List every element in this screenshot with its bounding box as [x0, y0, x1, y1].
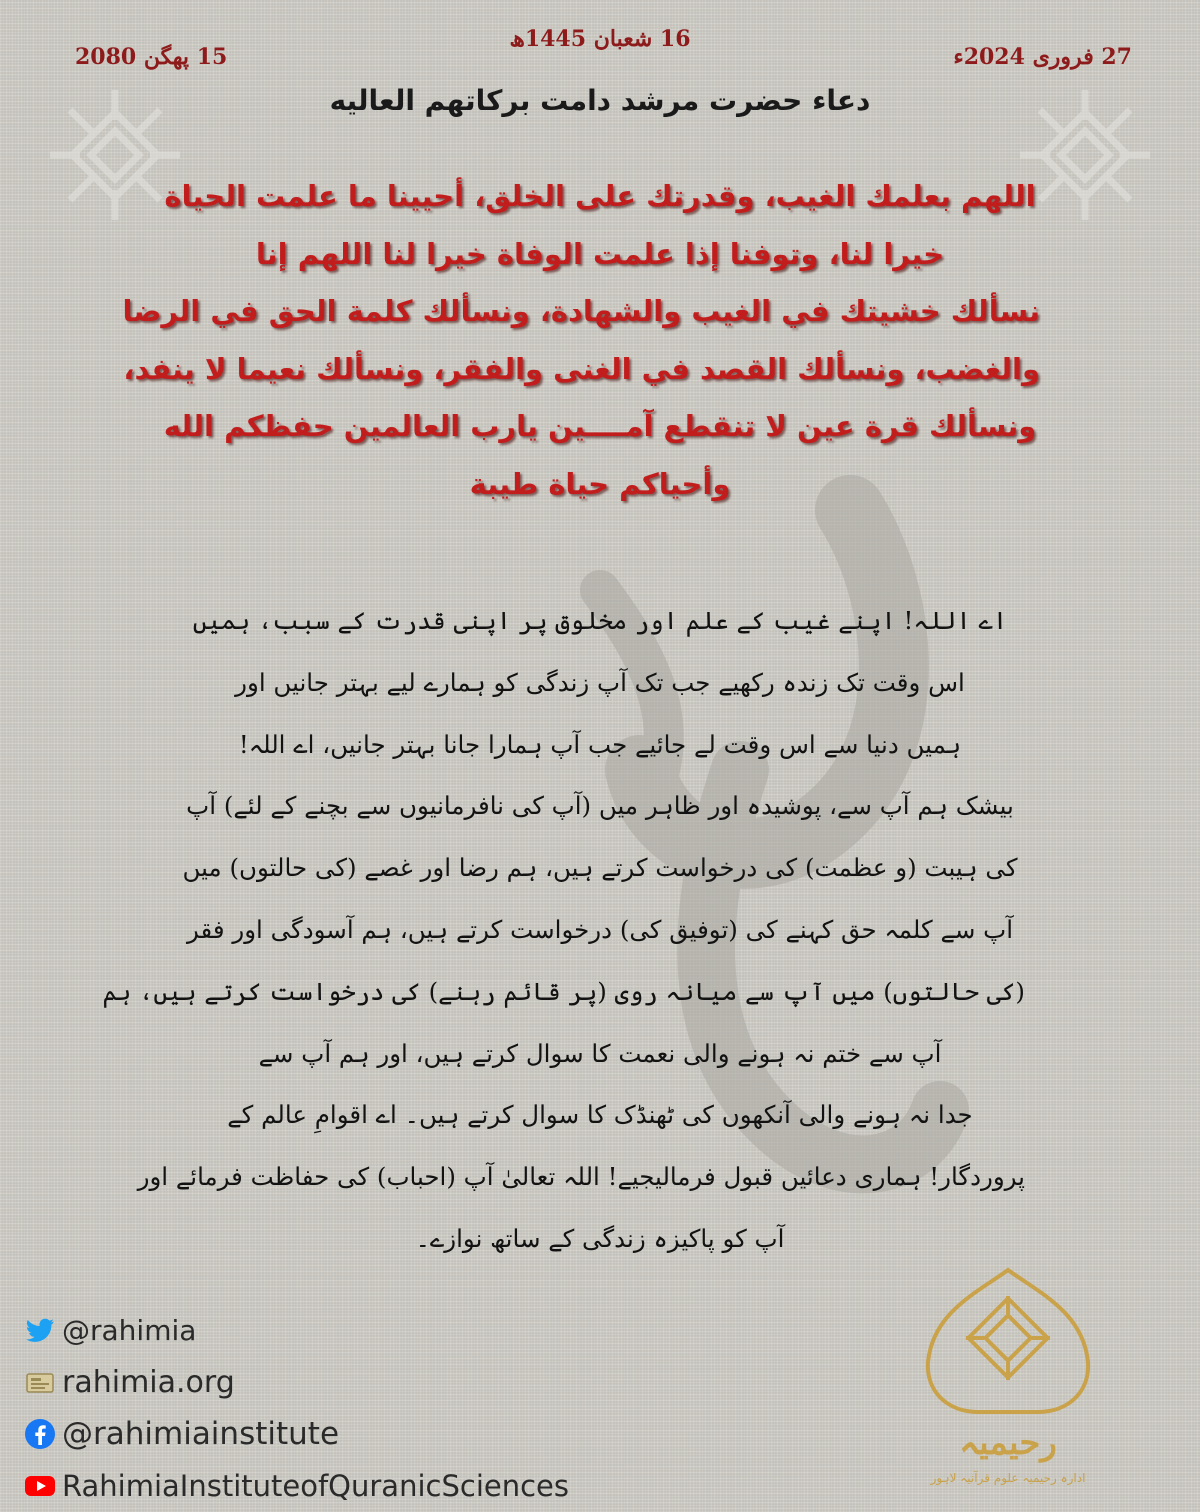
logo-name: رحیمیہ [959, 1423, 1057, 1463]
website-icon [24, 1366, 56, 1398]
twitter-handle: @rahimia [62, 1313, 197, 1347]
hijri-date: 16 شعبان 1445ھ [509, 26, 691, 52]
twitter-link[interactable] [24, 1304, 569, 1356]
arabic-line: وأحياكم حياة طيبة [469, 466, 731, 501]
arabic-line: نسألك خشيتك في الغيب والشهادة، ونسألك كلمة الحق في الرضا [122, 294, 1040, 328]
arabic-line: ونسألك قرة عين لا تنقطع آمــــين يارب العالمين حفظكم الله [163, 409, 1037, 443]
gregorian-date: 27 فروری 2024ء [953, 44, 1132, 70]
logo-subtitle: ادارہ رحیمیہ علوم قرآنیہ لاہور [930, 1471, 1086, 1485]
bikrami-date: 15 پھگن 2080 [75, 44, 228, 70]
urdu-line: (کی حالتوں) میں آپ سے میانہ روی (پر قائم رہنے) کی درخواست کرتے ہیں، ہم [102, 976, 1025, 1006]
urdu-line: جدا نہ ہونے والی آنکھوں کی ٹھنڈک کا سوال کرتے ہیں۔ اے اقوامِ عالم کے [227, 1100, 973, 1130]
urdu-line: اے اللہ! اپنے غیب کے علم اور مخلوق پر اپنی قدرت کے سبب، ہمیں [192, 606, 1008, 635]
youtube-link[interactable] [24, 1460, 569, 1512]
urdu-line: کی ہیبت (و عظمت) کی درخواست کرتے ہیں، ہم رضا اور غصے (کی حالتوں) میں [182, 853, 1018, 883]
urdu-line: آپ سے کلمہ حق کہنے کی (توفیق کی) درخواست کرتے ہیں، ہم آسودگی اور فقر [186, 914, 1014, 944]
urdu-line: بیشک ہم آپ سے، پوشیدہ اور ظاہر میں (آپ کی نافرمانیوں سے بچنے کے لئے) آپ [186, 791, 1014, 821]
rahimia-logo [908, 1262, 1108, 1492]
youtube-icon [24, 1470, 56, 1502]
translation-urdu [102, 590, 1025, 1270]
social-links [24, 1304, 569, 1512]
arabic-line: والغضب، ونسألك القصد في الغنى والفقر، ونسألك نعيما لا ينفد، [123, 351, 1040, 386]
page-title: دعاء حضرت مرشد دامت برکاتهم العالیه [329, 84, 871, 117]
facebook-icon [24, 1418, 56, 1450]
facebook-handle: @rahimiainstitute [62, 1416, 340, 1452]
urdu-line: ہمیں دنیا سے اس وقت لے جائیے جب آپ ہمارا جانا بہتر جانیں، اے اللہ! [238, 729, 962, 759]
facebook-link[interactable] [24, 1408, 569, 1460]
urdu-line: آپ سے ختم نہ ہونے والی نعمت کا سوال کرتے ہیں، اور ہم آپ سے [258, 1038, 942, 1068]
twitter-icon [24, 1314, 56, 1346]
urdu-line: پروردگار! ہماری دعائیں قبول فرمالیجیے! اللہ تعالیٰ آپ (احباب) کی حفاظت فرمائے اور [137, 1162, 1025, 1192]
website-link[interactable] [24, 1356, 569, 1408]
website-url: rahimia.org [62, 1364, 235, 1400]
urdu-line: آپ کو پاکیزہ زندگی کے ساتھ نوازے۔ [415, 1223, 785, 1253]
arabic-line: خيرا لنا، وتوفنا إذا علمت الوفاة خيرا لنا اللهم إنا [255, 236, 945, 271]
urdu-line: اس وقت تک زندہ رکھیے جب تک آپ زندگی کو ہمارے لیے بہتر جانیں اور [235, 667, 965, 697]
youtube-channel: RahimiaInstituteofQuranicSciences [62, 1469, 569, 1503]
arabic-line: اللهم بعلمك الغيب، وقدرتك على الخلق، أحيينا ما علمت الحياة [164, 179, 1036, 213]
dua-arabic [122, 168, 1040, 513]
